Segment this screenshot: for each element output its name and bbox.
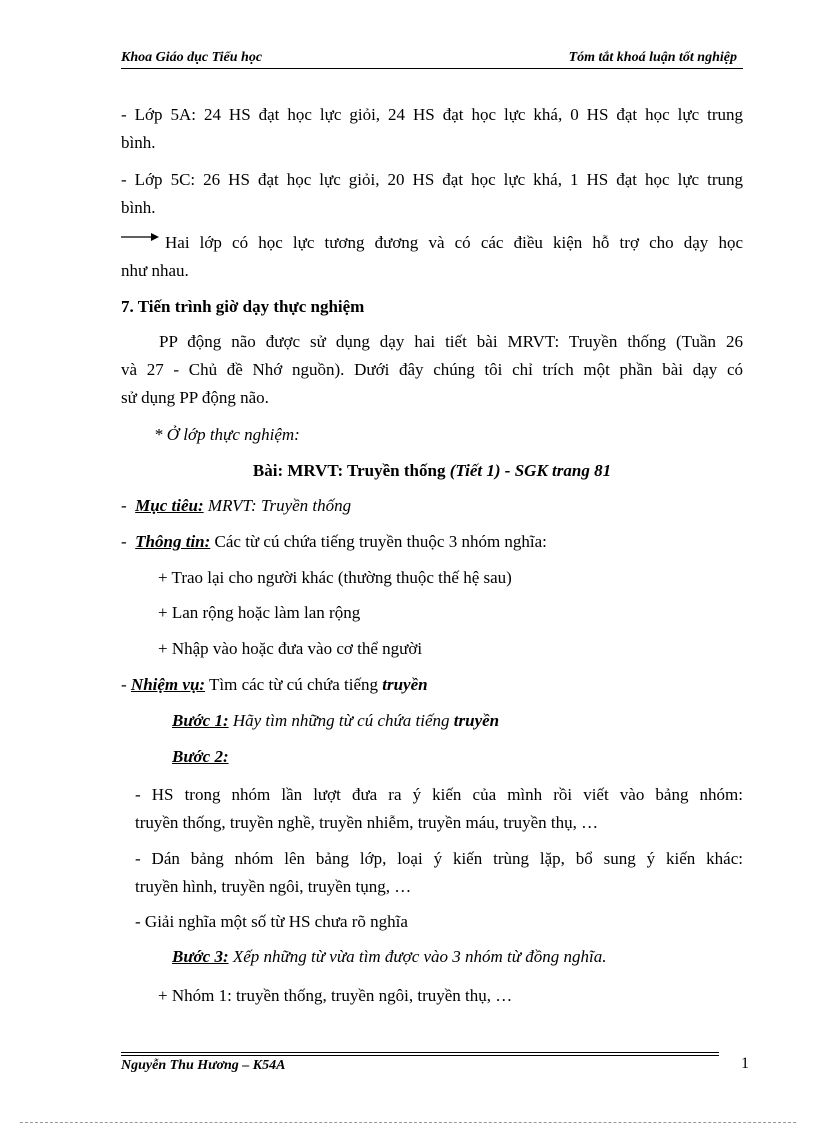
thong-tin-label: Thông tin: (135, 532, 211, 551)
nhiem-vu-line (121, 674, 743, 696)
buoc-2-item-3: - Giải nghĩa một số từ HS chưa rõ nghĩa (135, 912, 408, 931)
meaning-group-1: + Trao lại cho người khác (thường thuộc thế hệ sau) (158, 568, 512, 587)
lesson-title-main: Bài: MRVT: Truyền thống (252, 461, 450, 480)
buoc-1-value: Hãy tìm những từ cú chứa tiếng (228, 711, 454, 730)
buoc-2-label: Bước 2: (172, 747, 229, 766)
muc-tieu-line (121, 495, 743, 517)
paragraph-conclusion-line2: như nhau. (121, 261, 189, 280)
buoc-2-line (172, 746, 794, 768)
buoc-2-item-1-line1: - HS trong nhóm lần lượt đưa ra ý kiến của mình rồi viết vào bảng nhóm: (135, 785, 743, 804)
meaning-group-2: + Lan rộng hoặc làm lan rộng (158, 603, 361, 622)
conclusion-text: Hai lớp có học lực tương đương và có các điều kiện hỗ trợ cho dạy học (165, 233, 743, 252)
paragraph-conclusion-line1 (121, 232, 743, 254)
page-number: 1 (741, 1055, 749, 1072)
dash: - (121, 496, 136, 515)
paragraph-5c-line1: - Lớp 5C: 26 HS đạt học lực giỏi, 20 HS đạt học lực khá, 1 HS đạt học lực trung (121, 170, 743, 189)
header-title: Tóm tắt khoá luận tốt nghiệp (568, 50, 737, 65)
paragraph-pp-line3: sử dụng PP động não. (121, 388, 269, 407)
page-header (121, 48, 743, 70)
nhiem-vu-value: Tìm các từ cú chứa tiếng (205, 675, 383, 694)
muc-tieu-label: Mục tiêu: (135, 496, 204, 515)
dash: - (121, 532, 136, 551)
paragraph-pp-line2: và 27 - Chủ đề Nhớ nguồn). Dưới đây chúng tôi chỉ trích một phần bài dạy có (121, 360, 743, 379)
paragraph-pp-line1: PP động não được sử dụng dạy hai tiết bài MRVT: Truyền thống (Tuần 26 (159, 332, 743, 351)
header-rule (121, 68, 743, 69)
footer-rule-double (121, 1055, 719, 1056)
buoc-1-word: truyền (453, 711, 500, 730)
paragraph-5c-line2: bình. (121, 198, 156, 217)
buoc-2-item-2-line2: truyền hình, truyền ngôi, truyền tụng, … (135, 877, 412, 896)
buoc-3-value: Xếp những từ vừa tìm được vào 3 nhóm từ đồng nghĩa. (228, 947, 607, 966)
thong-tin-value: Các từ cú chứa tiếng truyền thuộc 3 nhóm nghĩa: (210, 532, 547, 551)
nhom-1-line: + Nhóm 1: truyền thống, truyền ngôi, truyền thụ, … (158, 986, 513, 1005)
buoc-1-label: Bước 1: (172, 711, 229, 730)
lesson-title-sgk: - SGK trang 81 (500, 461, 612, 480)
buoc-1-line (172, 710, 794, 732)
footer-rule (121, 1052, 719, 1053)
paragraph-5a-line1: - Lớp 5A: 24 HS đạt học lực giỏi, 24 HS đạt học lực khá, 0 HS đạt học lực trung (121, 105, 743, 124)
buoc-3-line (172, 946, 794, 968)
nhiem-vu-dash: - (121, 675, 131, 694)
buoc-2-item-1-line2: truyền thống, truyền nghề, truyền nhiễm, truyền máu, truyền thụ, … (135, 813, 599, 832)
footer-author: Nguyễn Thu Hương – K54A (121, 1058, 286, 1073)
meaning-group-3: + Nhập vào hoặc đưa vào cơ thể người (158, 639, 423, 658)
lesson-title (121, 460, 743, 482)
lesson-title-tiet: (Tiết 1) (449, 461, 501, 480)
nhiem-vu-label: Nhiệm vụ: (130, 675, 206, 694)
buoc-3-label: Bước 3: (172, 947, 229, 966)
section-heading: 7. Tiến trình giờ dạy thực nghiệm (121, 297, 365, 316)
paragraph-5a-line2: bình. (121, 133, 156, 152)
muc-tieu-value: MRVT: Truyền thống (203, 496, 352, 515)
buoc-2-item-2-line1: - Dán bảng nhóm lên bảng lớp, loại ý kiến trùng lặp, bổ sung ý kiến khác: (135, 849, 743, 868)
class-label: * Ở lớp thực nghiệm: (154, 425, 300, 444)
thong-tin-line (121, 531, 743, 553)
header-faculty: Khoa Giáo dục Tiểu học (121, 50, 263, 65)
nhiem-vu-word: truyền (382, 675, 428, 694)
right-arrow-icon (121, 232, 159, 242)
